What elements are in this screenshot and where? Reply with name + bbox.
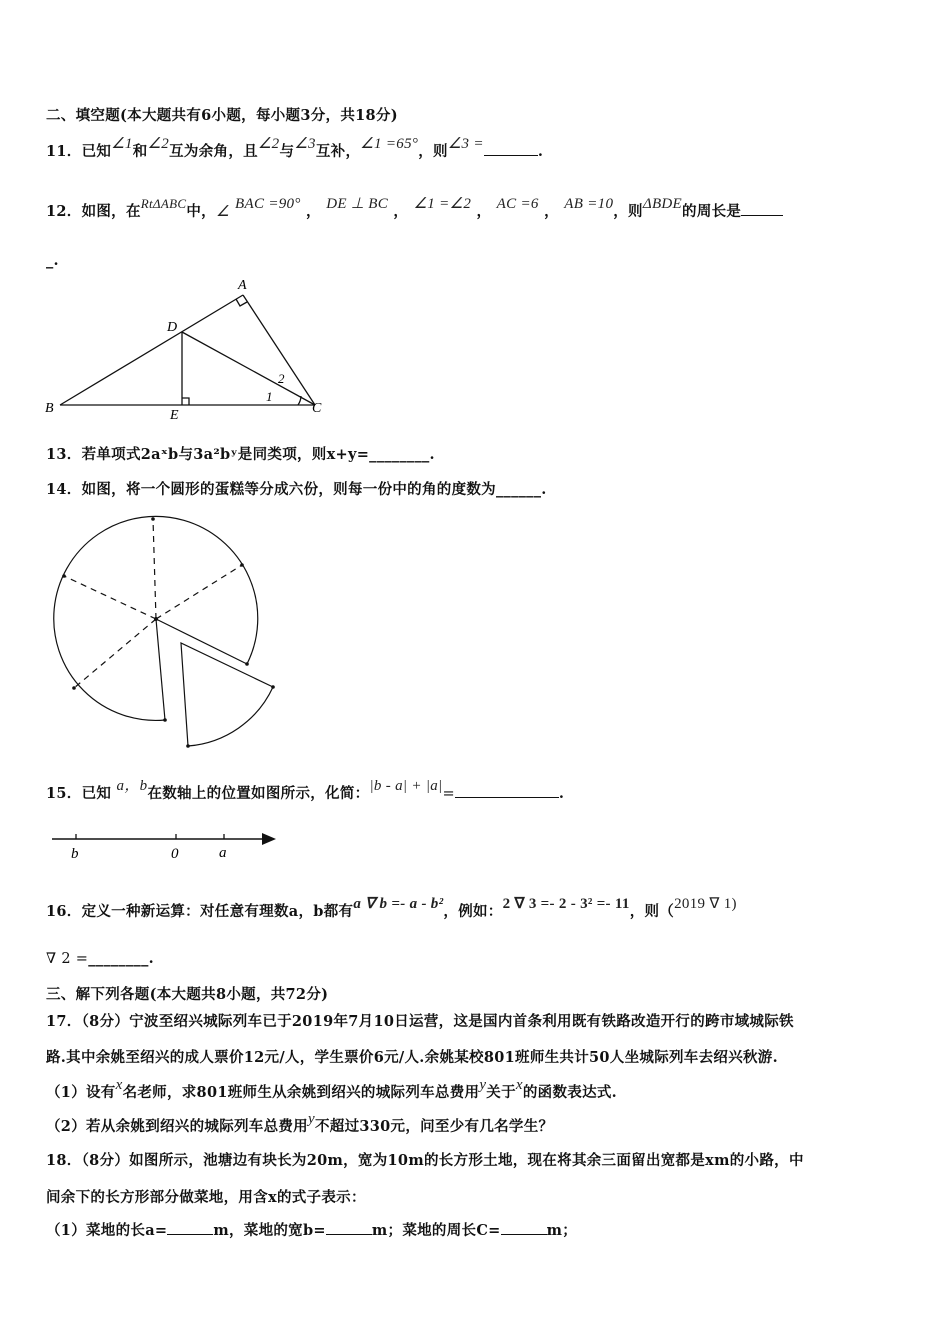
label-d: D: [167, 320, 178, 335]
segment-dc: [182, 332, 315, 405]
q17-text: （1）设有: [46, 1084, 116, 1101]
answer-blank: [326, 1220, 372, 1235]
q11-text: 与: [279, 143, 295, 160]
cake-figure: [50, 510, 285, 755]
question-12-cont: _.: [46, 252, 59, 269]
question-18-part1: [46, 1219, 577, 1240]
q11-number: 11．: [46, 143, 82, 160]
q12-comma: ，: [544, 203, 559, 220]
q12-math: ∠: [215, 204, 230, 220]
question-12: [46, 196, 783, 221]
q11-math: ∠1: [111, 136, 133, 152]
question-17-part1: [46, 1077, 618, 1102]
question-14: 14．如图，将一个圆形的蛋糕等分成六份，则每一份中的角的度数为______.: [46, 481, 547, 498]
triangle-figure: [40, 275, 340, 420]
question-17-part2: [46, 1111, 554, 1136]
q16-math: a ∇ b =- a - b²: [353, 896, 444, 912]
label-angle-2: 2: [278, 371, 285, 386]
dashed-cut: [64, 576, 156, 619]
q11-text: 互为余角，且: [169, 143, 258, 160]
q17-text: 不超过330元，问至少有几名学生？: [314, 1118, 554, 1135]
section2-header: 二、填空题(本大题共有6小题，每小题3分，共18分): [46, 107, 398, 124]
q15-text: =: [442, 786, 455, 802]
q12-number: 12．: [46, 203, 82, 220]
dashed-cut: [74, 619, 156, 688]
label-zero: 0: [171, 846, 179, 862]
q12-comma: ，: [476, 203, 492, 220]
question-17-line2: 路.其中余姚至绍兴的成人票价12元/人，学生票价6元/人.余姚某校801班师生共计50人坐城际列车去绍兴秋游.: [46, 1049, 778, 1066]
q16-math: ∇ 2 =: [46, 951, 89, 967]
vertex-dot: [151, 517, 155, 521]
q17-text: （2）若从余姚到绍兴的城际列车总费用: [46, 1118, 308, 1135]
vertex-dot: [163, 718, 167, 722]
label-a: A: [238, 278, 247, 293]
q15-text: 在数轴上的位置如图所示，化简：: [147, 785, 370, 802]
arrow-icon: [262, 833, 276, 845]
q15-end: .: [558, 785, 565, 802]
number-line-figure: [48, 828, 283, 864]
q15-math: |b - a| + |a|: [369, 778, 443, 794]
answer-blank: [484, 141, 538, 156]
question-16: [46, 896, 737, 921]
question-11: [46, 136, 544, 161]
center-dot: [154, 617, 158, 621]
q17-text: 名老师，求801班师生从余姚到绍兴的城际列车总费用: [122, 1084, 480, 1101]
q12-math: DE ⊥ BC: [326, 196, 389, 212]
question-13: 13．若单项式2aˣb与3a²bʸ是同类项，则x+y=________.: [46, 446, 435, 463]
q12-text: 如图，在: [81, 203, 141, 220]
vertex-dot: [245, 662, 249, 666]
answer-blank: [741, 201, 783, 216]
answer-blank: [501, 1220, 547, 1235]
q17-var: x: [115, 1077, 123, 1093]
answer-blank: [167, 1220, 213, 1235]
q12-math: BAC =90°: [235, 196, 301, 212]
section3-header: 三、解下列各题(本大题共8小题，共72分): [46, 986, 329, 1003]
label-angle-1: 1: [266, 389, 273, 404]
q11-text: ，则: [418, 143, 448, 160]
q15-math: a，b: [116, 778, 148, 794]
q12-text: 的周长是: [682, 203, 742, 220]
q17-var: y: [479, 1077, 487, 1093]
q16-number: 16．: [46, 903, 82, 920]
dashed-cut: [156, 565, 242, 619]
right-angle-a: [236, 299, 247, 306]
vertex-dot: [72, 686, 76, 690]
q18-text: （1）菜地的长a=: [46, 1222, 168, 1239]
vertex-dot: [62, 574, 66, 578]
q11-math: ∠3: [294, 136, 316, 152]
q16-text: 定义一种新运算：对任意有理数a，b都有: [81, 903, 354, 920]
cake-slice: [181, 643, 273, 746]
vertex-dot: [271, 685, 275, 689]
vertex-dot: [186, 744, 190, 748]
q17-text: 的函数表达式.: [522, 1084, 618, 1101]
segment-ac: [243, 295, 315, 405]
q17-var: x: [515, 1077, 523, 1093]
label-a: a: [219, 845, 227, 861]
q16-math: 2019 ∇ 1): [674, 896, 737, 912]
q16-text: ，例如：: [443, 903, 503, 920]
q11-math: ∠3 =: [447, 136, 484, 152]
answer-blank: [455, 783, 559, 798]
angle-arc-1: [298, 396, 301, 405]
q12-text: ，则: [613, 203, 643, 220]
q12-math: ΔBDE: [642, 196, 683, 212]
q16-blank: ________.: [88, 950, 154, 967]
q17-var: y: [308, 1111, 315, 1127]
q11-text: 互补，: [315, 143, 361, 160]
dashed-cut: [153, 519, 156, 619]
question-15: [46, 778, 565, 803]
q11-text: 和: [132, 143, 148, 160]
q15-number: 15．: [46, 785, 82, 802]
q11-text: 已知: [81, 143, 112, 160]
q16-text: ，则（: [629, 903, 675, 920]
question-18-line2: 间余下的长方形部分做菜地，用含x的式子表示：: [46, 1189, 366, 1206]
q12-math: RtΔABC: [140, 196, 187, 211]
question-17-line1: 17．（8分）宁波至绍兴城际列车已于2019年7月10日运营，这是国内首条利用既有铁路改造开行的跨市域城际铁: [46, 1013, 794, 1030]
q18-text: m；菜地的周长C=: [371, 1222, 501, 1239]
q12-text: 中，: [186, 203, 216, 220]
q11-math: ∠1 =65°: [360, 136, 419, 152]
question-18-line1: 18．（8分）如图所示，池塘边有块长为20m，宽为10m的长方形土地，现在将其余三面留出宽都是xm的小路，中: [46, 1152, 804, 1169]
q12-comma: ，: [306, 203, 321, 220]
q16-math: 2 ∇ 3 =- 2 - 3² =- 11: [502, 896, 630, 912]
q12-comma: ，: [393, 203, 409, 220]
q12-math: ∠1 =∠2: [413, 196, 472, 212]
q11-end: .: [537, 143, 544, 160]
q11-math: ∠2: [257, 136, 280, 152]
q15-text: 已知: [81, 785, 112, 802]
label-b: b: [71, 846, 79, 862]
vertex-dot: [240, 563, 244, 567]
label-e: E: [170, 408, 179, 420]
right-angle-e: [182, 398, 189, 405]
q17-text: 关于: [486, 1084, 516, 1101]
q11-math: ∠2: [147, 136, 170, 152]
cut-line: [156, 619, 247, 664]
q12-math: AB =10: [564, 196, 614, 212]
label-c: C: [312, 401, 322, 416]
question-16-cont: [46, 950, 154, 967]
q18-text: m；: [546, 1222, 578, 1239]
cut-line: [156, 619, 165, 720]
q18-text: m，菜地的宽b=: [213, 1222, 326, 1239]
label-b: B: [45, 401, 54, 416]
q12-math: AC =6: [496, 196, 539, 212]
